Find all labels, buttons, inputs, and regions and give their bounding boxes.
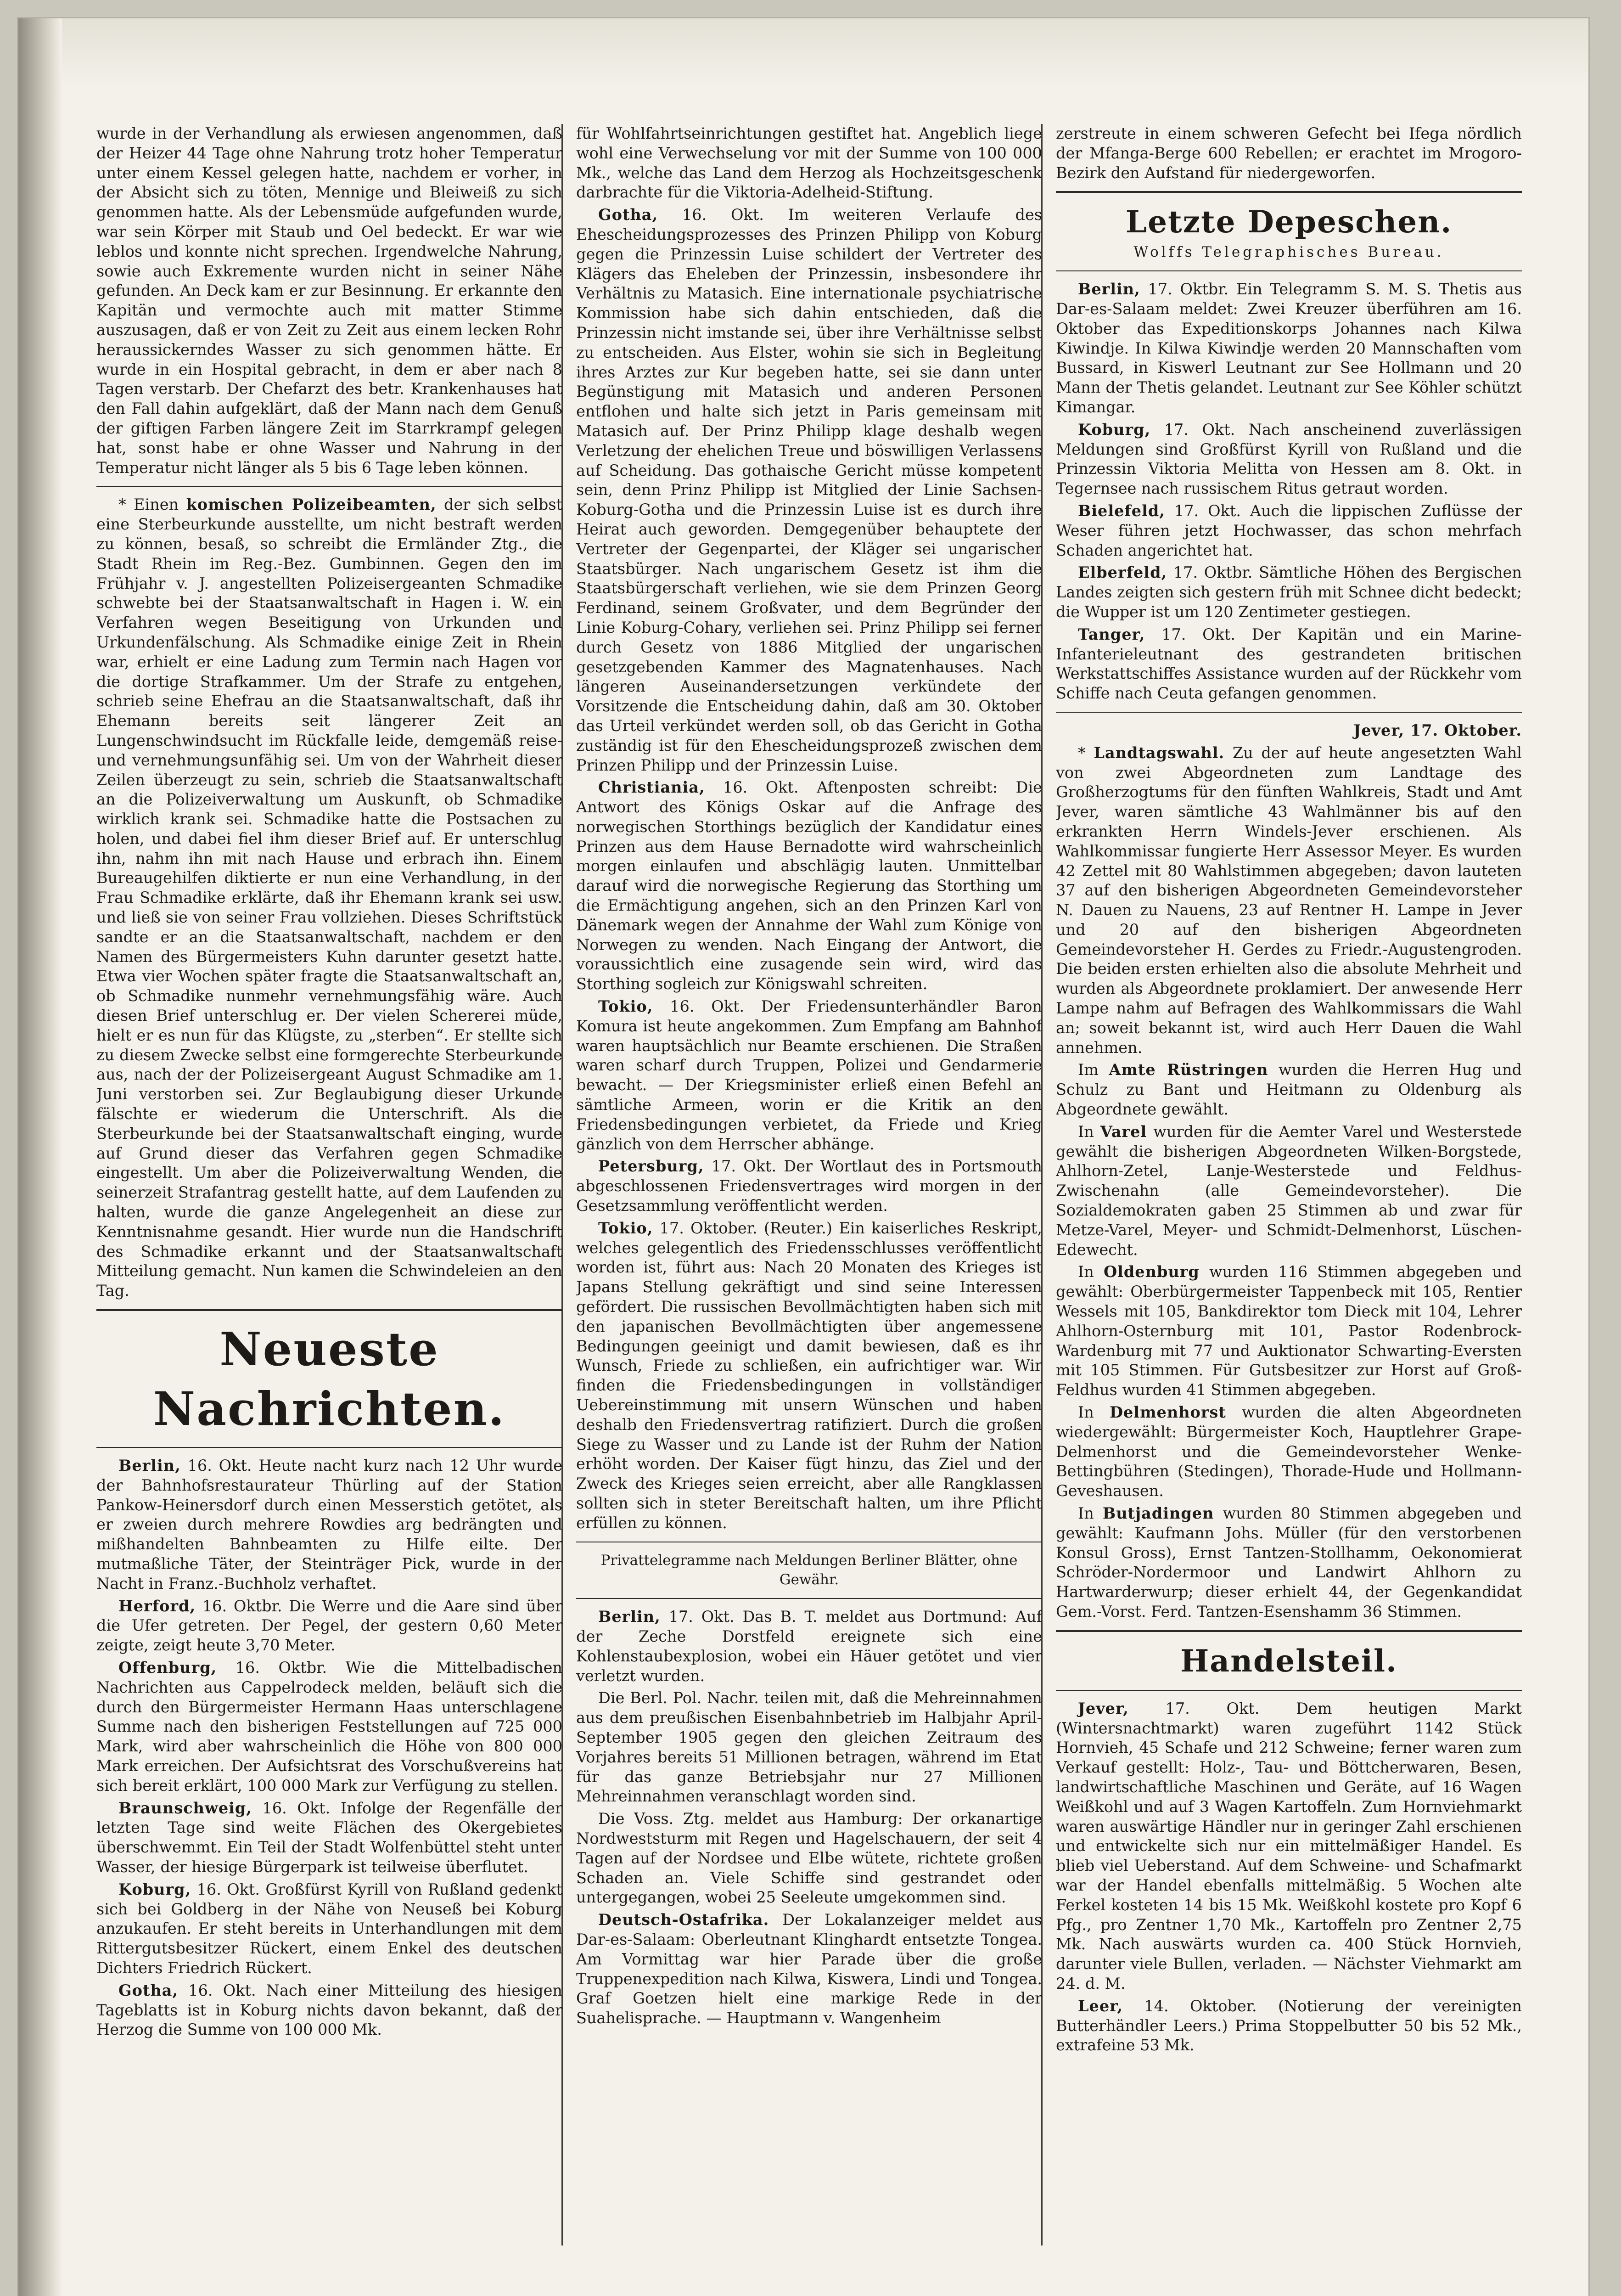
item-text: 16. Okt. Nach einer Mitteilung des hiesigen Tageblatts ist in Koburg nichts davon bekannt, daß der Herzog die Summe von 100 000 Mk. — [96, 1981, 562, 2039]
divider — [576, 1598, 1042, 1599]
news-item — [1056, 1262, 1522, 1400]
item-text: 17. Okt. Nach anscheinend zuverlässigen Meldungen sind Großfürst Kyrill von Rußland und die Prinzessin Viktoria Melitta von Hessen am 8. Okt. in Tegernsee nach russischem Ritus getraut worden. — [1056, 420, 1522, 498]
page-top-edge — [62, 18, 1588, 87]
item-text: 17. Oktober. (Reuter.) Ein kaiserliches Reskript, welches gelegentlich des Friedensschlusses veröffentlicht worden ist, führt aus: Nach 20 Monaten des Krieges ist Japans Stellung gekräftigt und sind seine Interessen gefördert. Die russischen Bevollmächtigten haben sich mit den japanischen Bevollmächtigten über angemessene Bedingungen geeinigt und damit bewiesen, daß es ihr Wunsch, Friede zu schließen, ein aufrichtiger war. Wir finden die Friedensbedingungen in vollständiger Uebereinstimmung mit unsern Wünschen und haben deshalb den Friedensvertrag ratifiziert. Durch die großen Siege zu Wasser und zu Lande ist der Ruhm der Nation erhöht worden. Der Kaiser fügt hinzu, das Ziel und der Zweck des Krieges seien erreicht, aber alle Rangklassen sollten sich in steter Bereitschaft halten, um ihre Pflicht erfüllen zu können. — [576, 1219, 1042, 1532]
news-item — [576, 778, 1042, 994]
news-item — [1056, 1122, 1522, 1260]
dateline: Varel — [1100, 1122, 1147, 1141]
news-item — [576, 997, 1042, 1154]
article-body: Zu der auf heute angesetzten Wahl von zwei Abgeordneten zum Landtage des Großherzogtums für den fünften Wahlkreis, Stadt und Amt Jever, waren sämtliche 43 Wahlmänner bis auf den erkrankten Herrn Windels-Jever erschienen. Als Wahlkommissar fungierte Herr Assessor Meyer. Es wurden 42 Zettel mit 80 Wahlstimmen abgegeben; davon lauteten 37 auf den bisherigen Abgeordneten Gemeindevorsteher N. Dauen zu Nauens, 23 auf Rentner H. Lampe in Jever und 20 auf den bisherigen Abgeordneten Gemeindevorsteher H. Gerdes zu Friedr.-Augustengroden. Die beiden ersten erhielten also die absolute Mehrheit und wurden als Abgeordnete proklamiert. Der anwesende Herr Lampe nahm auf Befragen des Wahlkommissars die Wahl an; soweit bekannt ist, wird auch Herr Dauen die Wahl annehmen. — [1056, 743, 1522, 1057]
dateline: Christiania, — [598, 778, 705, 797]
dateline: Amte Rüstringen — [1109, 1061, 1268, 1079]
item-text: wurden für die Aemter Varel und Westerstede gewählt die bisherigen Abgeordneten Wilken-Borgstede, Ahlhorn-Zetel, Lanje-Westerstede und Feldhus-Zwischenahn (alle Gemeindevorsteher). Die Sozialdemokraten gaben 25 Stimmen ab und zwar für Metze-Varel, Meyer- und Schmidt-Delmenhorst, Lüschen-Edewecht. — [1056, 1122, 1522, 1259]
landtag-results — [1056, 1060, 1522, 1621]
divider — [1056, 191, 1522, 193]
news-item — [96, 1597, 562, 1655]
column-1 — [96, 124, 562, 2273]
dateline: Bielefeld, — [1078, 501, 1165, 520]
article-heizer: wurde in der Verhandlung als erwiesen angenommen, daß der Heizer 44 Tage ohne Nahrung trotz hoher Temperatur unter einem Kessel gelegen hatte, nachdem er vorher, in der Absicht sich zu töten, Mennige und Bleiweiß zu sich genommen hatte. Als der Lebensmüde aufgefunden wurde, war sein Körper mit Staub und Oel bedeckt. Er war wie leblos und konnte nicht sprechen. Irgendwelche Nahrung, sowie auch Exkremente wurden nicht in seiner Nähe gefunden. An Deck kam er zur Besinnung. Er erkannte den Kapitän und vermochte auch mit matter Stimme auszusagen, daß er von Zeit zu Zeit aus einem lecken Rohr heraussickerndes Wasser zu sich genommen hätte. Er wurde in ein Hospital gebracht, in dem er aber nach 8 Tagen verstarb. Der Chefarzt des betr. Krankenhauses hat den Fall dahin aufgeklärt, daß der Mann nach dem Genuß der giftigen Farben längere Zeit im Starrkrampf gelegen hat, sonst habe er ohne Wasser und Nahrung in der Temperatur nicht länger als 5 bis 6 Tage leben können. — [96, 124, 562, 477]
keyword: komischen Polizeibeamten, — [186, 495, 437, 514]
item-text: 17. Okt. Auch die lippischen Zuflüsse der Weser führen jetzt Hochwasser, das schon mehrfach Schaden angerichtet hat. — [1056, 501, 1522, 559]
news-item — [576, 1688, 1042, 1806]
dateline: Braunschweig, — [118, 1799, 252, 1817]
dateline: Butjadingen — [1102, 1504, 1214, 1522]
divider — [96, 1447, 562, 1448]
item-text: 17. Oktbr. Ein Telegramm S. M. S. Thetis aus Dar-es-Salaam meldet: Zwei Kreuzer überführen am 16. Oktober das Expeditionskorps Johannes nach Kilwa Kiwindje. In Kilwa Kiwindje werden 20 Mannschaften vom Bussard, in Kiswerl Leutnant zur See Hollmann und 20 Mann der Thetis gelandet. Leutnant zur See Köhler schützt Kimangar. — [1056, 280, 1522, 416]
section-heading-handelsteil: Handelsteil. — [1180, 1643, 1398, 1679]
news-item — [576, 1157, 1042, 1216]
dateline: Berlin, — [1078, 280, 1140, 298]
divider — [96, 1309, 562, 1311]
item-text: 16. Okt. Der Friedensunterhändler Baron Komura ist heute angekommen. Zum Empfang am Bahnhof waren hauptsächlich nur Beamte erschienen. Die Straßen waren scharf durch Truppen, Polizei und Gendarmerie bewacht. — Der Kriegsminister erließ einen Befehl an sämtliche Armeen, worin er die Kritik an den Friedensbedingungen verbietet, da Friede und Krieg gänzlich von dem Herrscher abhänge. — [576, 997, 1042, 1153]
dateline: Herford, — [118, 1597, 196, 1615]
item-prefix: In — [1078, 1403, 1110, 1422]
section-heading-neueste-nachrichten: Neueste Nachrichten. — [153, 1322, 506, 1436]
news-item — [96, 1799, 562, 1877]
item-text: 16. Okt. Im weiteren Verlaufe des Ehescheidungsprozesses des Prinzen Philipp von Koburg gegen die Prinzessin Luise schildert der Vertreter des Klägers das Eheleben der Prinzessin, insbesondere ihr Verhältnis zu Matasich. Eine internationale psychiatrische Kommission habe sich dahin entschieden, daß die Prinzessin nicht imstande sei, über ihre Verhältnisse selbst zu entscheiden. Aus Elster, wohin sie sich in Begleitung ihres Arztes zur Kur begeben hatte, sei sie dann unter Begünstigung mit Matasich und anderen Personen entflohen und halte sich jetzt in Paris gemeinsam mit Matasich auf. Der Prinz Philipp klage deshalb wegen Verletzung der ehelichen Treue und böswilligen Verlassens auf Scheidung. Das gothaische Gericht müsse kompetent sein, denn Prinz Philipp ist Mitglied der Linie Sachsen-Koburg-Gotha und die Prinzessin Luise ist es durch ihre Heirat auch geworden. Demgegenüber behauptete der Vertreter der Gegenpartei, der Kläger sei ungarischer Staatsbürger. Nach ungarischem Gesetz ist ihm die Staatsbürgerschaft verliehen, wie sie dem Prinzen Georg Ferdinand, seinem Großvater, und dem Begründer der Linie Koburg-Cohary, verliehen sei. Prinz Philipp sei ferner durch Gesetz von 1886 Mitglied der ungarischen gesetzgebenden Kammer des Magnatenhauses. Nach längeren Auseinandersetzungen verkündete der Vorsitzende die Entscheidung dahin, daß am 30. Oktober das Urteil verkündet werden soll, ob das Gericht in Gotha zuständig ist für den Ehescheidungsprozeß zwischen dem Prinzen Philipp und der Prinzessin Luise. — [576, 206, 1042, 774]
keyword: Landtagswahl. — [1094, 743, 1225, 762]
news-item — [96, 1981, 562, 2040]
news-list — [576, 205, 1042, 1533]
news-item — [576, 1219, 1042, 1533]
depeschen-list — [1056, 280, 1522, 703]
item-text: 16. Okt. Heute nacht kurz nach 12 Uhr wurde der Bahnhofsrestaurateur Thürling auf der Station Pankow-Heinersdorf durch einen Messerstich getötet, als er zweien durch mehrere Rowdies arg bedrängten und mißhandelten Bahnbeamten zu Hilfe eilte. Der mutmaßliche Täter, der Steinträger Pick, wurde in der Nacht in Franz.-Buchholz verhaftet. — [96, 1457, 562, 1593]
divider — [1056, 1690, 1522, 1691]
dateline: Oldenburg — [1103, 1263, 1200, 1281]
item-text: 17. Okt. Dem heutigen Markt (Wintersnachtmarkt) waren zugeführt 1142 Stück Hornvieh, 45 Schafe und 212 Schweine; ferner waren zum Verkauf gestellt: Holz-, Tau- und Böttcherwaren, Besen, landwirtschaftliche Maschinen und Geräte, auf 16 Wagen Weißkohl und auf 3 Wagen Kartoffeln. Zum Hornviehmarkt waren auswärtige Händler nur in geringer Zahl erschienen und entwickelte sich nur ein mittelmäßiger Handel. Es blieb viel Ueberstand. Auf dem Schweine- und Schafmarkt war der Handel ebenfalls mittelmäßig. 5 Wochen alte Ferkel kosteten 14 bis 15 Mk. Weißkohl kostete pro Kopf 6 Pfg., pro Zentner 1,70 Mk., Kartoffeln pro Zentner 2,75 Mk. Nach auswärts wurden ca. 400 Stück Hornvieh, darunter viele Bullen, verladen. — Nächster Viehmarkt am 24. d. M. — [1056, 1699, 1522, 1992]
article-continuation: zerstreute in einem schweren Gefecht bei Ifega nördlich der Mfanga-Berge 600 Rebellen; er erachtet im Mrogoro-Bezirk den Aufstand für niedergeworfen. — [1056, 124, 1522, 182]
news-item — [1056, 501, 1522, 560]
article-continuation: für Wohlfahrtseinrichtungen gestiftet hat. Angeblich liege wohl eine Verwechselung vor mit der Summe von 100 000 Mk., welche das Land dem Herzog als Hochzeitsgeschenk darbrachte für die Viktoria-Adelheid-Stiftung. — [576, 124, 1042, 202]
item-prefix: In — [1078, 1263, 1104, 1281]
newspaper-page — [18, 18, 1588, 2296]
news-list — [96, 1456, 562, 2040]
column-2 — [576, 124, 1042, 2273]
item-text: Der Lokalanzeiger meldet aus Dar-es-Salaam: Oberleutnant Klinghardt entsetzte Tongea. Am Vormittag war hier Parade über die große Truppenexpedition nach Kilwa, Kiswera, Lindi und Tongea. Graf Goetzen hielt eine markige Rede in der Suahelisprache. — Hauptmann v. Wangenheim — [576, 1911, 1042, 2027]
news-item — [1056, 1699, 1522, 1994]
item-text: 17. Oktbr. Sämtliche Höhen des Bergischen Landes zeigten sich gestern früh mit Schnee dicht bedeckt; die Wupper ist um 120 Zentimeter gestiegen. — [1056, 563, 1522, 621]
item-text: 16. Okt. Aftenposten schreibt: Die Antwort des Königs Oskar auf die Anfrage des norwegischen Storthings bezüglich der Kandidatur eines Prinzen aus dem Hause Bernadotte wird wahrscheinlich morgen einlaufen und abschlägig lauten. Unmittelbar darauf wird die norwegische Regierung das Storthing um die Ermächtigung angehen, sich an den Prinzen Karl von Dänemark wegen der Annahme der Wahl zum Könige von Norwegen zu wenden. Nach Eingang der Antwort, die voraussichtlich eine zusagende sein wird, wird das Storthing sogleich zur Königswahl schreiten. — [576, 778, 1042, 993]
marker: * Einen — [118, 495, 186, 514]
privattelegramme-header: Privattelegramme nach Meldungen Berliner Blätter, ohne Gewähr. — [600, 1552, 1018, 1588]
dateline: Jever, — [1078, 1699, 1129, 1717]
item-text: 16. Oktbr. Wie die Mittelbadischen Nachrichten aus Cappelrodeck melden, beläuft sich die durch den Bürgermeister Hermann Haas unterschlagene Summe nach den bisherigen Feststellungen auf 725 000 Mark, wird aber wahrscheinlich die Höhe von 800 000 Mark erreichen. Der Aufsichtsrat des Vorschußvereins hat sich bereit erklärt, 100 000 Mark zur Verfügung zu stellen. — [96, 1658, 562, 1795]
local-dateline — [1056, 721, 1522, 741]
news-item — [96, 1880, 562, 1978]
dateline: Koburg, — [1078, 420, 1151, 439]
dateline: Leer, — [1078, 1997, 1123, 2015]
news-item — [96, 1658, 562, 1796]
dateline: Berlin, — [598, 1608, 661, 1626]
dateline: Tanger, — [1078, 625, 1145, 643]
market-reports — [1056, 1699, 1522, 2055]
dateline: Tokio, — [598, 1219, 653, 1237]
news-item — [1056, 420, 1522, 499]
item-text: Die Voss. Ztg. meldet aus Hamburg: Der orkanartige Nordweststurm mit Regen und Hagelschauern, der seit 4 Tagen auf der Nordsee und Elbe wütete, richtete großen Schaden an. Viele Schiffe sind gestrandet oder untergegangen, wobei 25 Seeleute umgekommen sind. — [576, 1810, 1042, 1907]
news-item — [576, 1809, 1042, 1908]
item-prefix: In — [1078, 1504, 1103, 1522]
dateline: Gotha, — [598, 206, 658, 224]
news-item — [576, 1607, 1042, 1686]
news-item — [1056, 1504, 1522, 1622]
dateline: Deutsch-Ostafrika. — [598, 1911, 769, 1929]
news-item — [1056, 1403, 1522, 1501]
news-item — [96, 1456, 562, 1594]
dateline: Elberfeld, — [1078, 563, 1167, 582]
news-item — [1056, 1060, 1522, 1119]
news-item — [1056, 563, 1522, 622]
item-text: wurden 116 Stimmen abgegeben und gewählt: Oberbürgermeister Tappenbeck mit 105, Rentier Wessels mit 105, Bankdirektor tom Dieck mit 104, Lehrer Ahlhorn-Osternburg mit 101, Pastor Rodenbrock-Wardenburg mit 77 und Auktionator Schwarting-Eversten mit 105 Stimmen. Für Gutsbesitzer zur Horst auf Groß-Feldhus wurden 41 Stimmen abgegeben. — [1056, 1263, 1522, 1399]
item-text: wurden die alten Abgeordneten wiedergewählt: Bürgermeister Koch, Hauptlehrer Grape-Delmenhorst und die Gemeindevorsteher Wenke-Bettingbühren (Stedingen), Thorade-Hude und Hollmann-Geveshausen. — [1056, 1403, 1522, 1500]
section-heading-letzte-depeschen: Letzte Depeschen. — [1125, 204, 1453, 240]
page-binding — [18, 18, 62, 2296]
news-item — [1056, 625, 1522, 703]
item-text: 17. Okt. Der Wortlaut des in Portsmouth abgeschlossenen Friedensvertrages wird morgen in der Gesetzsammlung veröffentlicht werden. — [576, 1157, 1042, 1215]
item-text: wurden die Herren Hug und Schulz zu Bant und Heitmann zu Oldenburg als Abgeordnete gewählt. — [1056, 1061, 1522, 1119]
item-text: 17. Okt. Der Kapitän und ein Marine-Infanterieleutnant des gestrandeten britischen Werkstattschiffes Assistance wurden auf der Rückkehr vom Schiffe nach Ceuta gefangen genommen. — [1056, 625, 1522, 703]
news-item — [1056, 280, 1522, 417]
dateline: Koburg, — [118, 1880, 191, 1898]
dateline: Petersburg, — [598, 1157, 704, 1176]
dateline: Offenburg, — [118, 1658, 217, 1677]
item-text: 14. Oktober. (Notierung der vereinigten Butterhändler Leers.) Prima Stoppelbutter 50 bis 52 Mk., extrafeine 53 Mk. — [1056, 1997, 1522, 2054]
item-text: wurden 80 Stimmen abgegeben und gewählt: Kaufmann Johs. Müller (für den verstorbenen Konsul Gross), Ernst Tantzen-Stollhamm, Oekonomierat Schröder-Nordermoor und Landwirt Ahlhorn zu Hartwarderwurp; dieser erhielt 44, der Gegenkandidat Gem.-Vorst. Ferd. Tantzen-Esenshamm 36 Stimmen. — [1056, 1504, 1522, 1621]
news-item — [1056, 1997, 1522, 2055]
dateline: Gotha, — [118, 1981, 179, 1999]
column-3 — [1056, 124, 1522, 2273]
telegram-list — [576, 1607, 1042, 2028]
divider — [1056, 270, 1522, 271]
item-text: Die Berl. Pol. Nachr. teilen mit, daß die Mehreinnahmen aus dem preußischen Eisenbahnbetrieb im Halbjahr April-September 1905 gegen den gleichen Zeitraum des Vorjahres bereits 51 Millionen betragen, während im Etat für das ganze Betriebsjahr nur 27 Millionen Mehreinnahmen veranschlagt worden sind. — [576, 1689, 1042, 1806]
dateline: Jever, 17. Oktober. — [1353, 721, 1522, 739]
item-text: 17. Okt. Das B. T. meldet aus Dortmund: Auf der Zeche Dorstfeld ereignete sich eine Kohlenstaubexplosion, wobei ein Häuer getötet und vier verletzt wurden. — [576, 1608, 1042, 1685]
news-item — [576, 205, 1042, 775]
marker: * — [1078, 743, 1094, 762]
item-text: 16. Okt. Großfürst Kyrill von Rußland gedenkt sich bei Goldberg in der Nähe von Neuseß bei Koburg anzukaufen. Er steht bereits in Unterhandlungen mit dem Rittergutsbesitzer Rückert, einem Enkel des deutschen Dichters Friedrich Rückert. — [96, 1880, 562, 1977]
divider — [96, 486, 562, 487]
article-body: der sich selbst eine Sterbeurkunde ausstellte, um nicht bestraft werden zu können, besaß, so schreibt die Ermländer Ztg., die Stadt Rhein im Reg.-Bez. Gumbinnen. Gegen den im Frühjahr v. J. angestellten Polizeisergeanten Schmadike schwebte bei der Staatsanwaltschaft in Hagen i. W. ein Verfahren wegen Beseitigung von Urkunden und Urkundenfälschung. Als Schmadike einige Zeit in Rhein war, erhielt er eine Ladung zum Termin nach Hagen vor die dortige Strafkammer. Um der Strafe zu entgehen, schrieb seine Ehefrau an die Staatsanwaltschaft, daß ihr Ehemann bereits seit längerer Zeit an Lungenschwindsucht im Rückfalle leide, demgemäß reise- und vernehmungsunfähig sei. Um von der Wahrheit dieser Zeilen überzeugt zu sein, schrieb die Staatsanwaltschaft an die Polizeiverwaltung um Auskunft, ob Schmadike wirklich krank sei. Schmadike hatte die Postsachen zu holen, und dabei fiel ihm dieser Brief auf. Er unterschlug ihn, nahm ihn mit nach Hause und erbrach ihn. Einem Bureaugehilfen diktierte er nun eine Verhandlung, in der Frau Schmadike erklärte, daß ihr Ehemann krank sei usw. und ließ sie von seiner Frau vollziehen. Dieses Schriftstück sandte er an die Staatsanwaltschaft, nachdem er den Namen des Bürgermeisters Kuhn darunter gesetzt hatte. Etwa vier Wochen später fragte die Staatsanwaltschaft an, ob Schmadike nunmehr vernehmungsfähig wäre. Auch diesen Brief unterschlug er. Der vielen Schererei müde, hielt er es nun für das Klügste, zu „sterben“. Er stellte sich zu diesem Zwecke selbst eine formgerechte Sterbeurkunde aus, nach der der Polizeisergeant August Schmadike am 1. Juni verstorben sei. Zur Beglaubigung dieser Urkunde fälschte er wiederum die Unterschrift. Als die Sterbeurkunde bei der Staatsanwaltschaft einging, wurde auf Grund dieser das Verfahren gegen Schmadike eingestellt. Um aber die Polizeiverwaltung Wenden, die seinerzeit Strafantrag gestellt hatte, auf dem Laufenden zu halten, wurde die ganze Angelegenheit an diese zur Kenntnisnahme gesandt. Hier wurde nun die Handschrift des Schmadike erkannt und der Staatsanwaltschaft Mitteilung gemacht. Nun kamen die Schwindeleien an den Tag. — [96, 495, 562, 1300]
item-text: 16. Okt. Infolge der Regenfälle der letzten Tage sind weite Flächen des Okergebietes überschwemmt. Ein Teil der Stadt Wolfenbüttel steht unter Wasser, der hiesige Bürgerpark ist teilweise überflutet. — [96, 1799, 562, 1876]
divider — [1056, 712, 1522, 713]
divider — [1056, 1630, 1522, 1632]
dateline: Tokio, — [598, 997, 653, 1016]
dateline: Berlin, — [118, 1457, 181, 1475]
section-subheading: Wolffs Telegraphisches Bureau. — [1133, 244, 1444, 261]
article-landtagswahl — [1056, 743, 1522, 1058]
dateline: Delmenhorst — [1109, 1403, 1226, 1422]
item-text: 16. Oktbr. Die Werre und die Aare sind über die Ufer getreten. Der Pegel, der gestern 0,60 Meter zeigte, zeigt heute 3,70 Meter. — [96, 1597, 562, 1654]
item-prefix: Im — [1078, 1061, 1109, 1079]
news-item — [576, 1910, 1042, 2028]
item-prefix: In — [1078, 1122, 1100, 1141]
article-polizeibeamter — [96, 495, 562, 1301]
